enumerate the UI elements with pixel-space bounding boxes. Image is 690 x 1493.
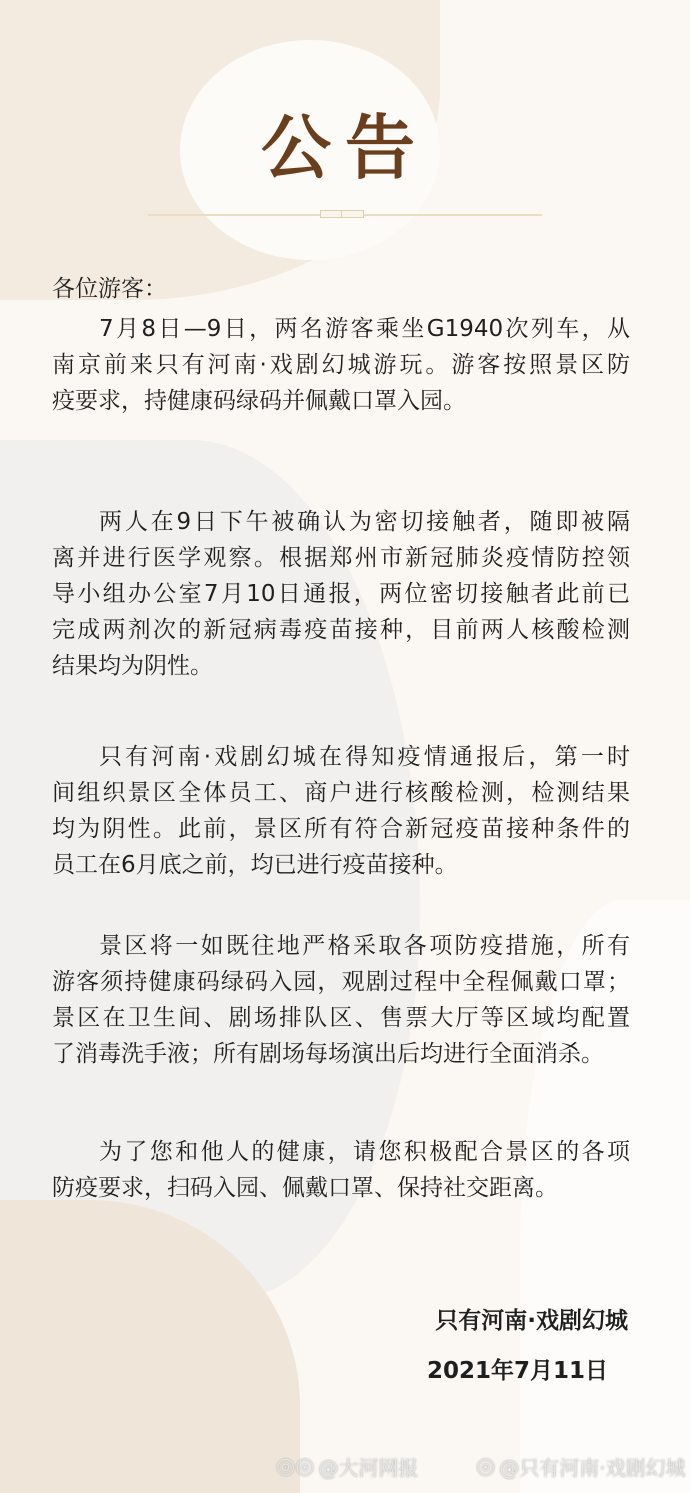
- paragraph-line: 游客须持健康码绿码入园，观剧过程中全程佩戴口罩；: [52, 969, 630, 995]
- paragraph-line: 均为阴性。此前，景区所有符合新冠疫苗接种条件的: [52, 816, 630, 842]
- paragraph-line: 结果均为阴性。: [52, 653, 213, 679]
- date: 2021年7月11日: [426, 1358, 608, 1384]
- watermark-text: @只有河南·戏剧幻城: [499, 1456, 686, 1480]
- paragraph-line: 完成两剂次的新冠病毒疫苗接种，目前两人核酸检测: [52, 617, 630, 643]
- page-title: 公告: [261, 107, 429, 189]
- paragraph-line: 南京前来只有河南·戏剧幻城游玩。游客按照景区防: [52, 352, 630, 378]
- paragraph-line: 员工在6月底之前，均已进行疫苗接种。: [52, 852, 458, 878]
- paragraph-line: 防疫要求，扫码入园、佩戴口罩、保持社交距离。: [52, 1175, 558, 1201]
- watermark-text: @大河网报: [318, 1456, 419, 1480]
- weibo-icon: ◎◎: [276, 1454, 315, 1479]
- greeting: 各位游客：: [52, 276, 167, 302]
- paragraph-line: 两人在9日下午被确认为密切接触者，随即被隔: [99, 509, 630, 535]
- paragraph-2: [52, 504, 630, 684]
- watermark-zhiyouhenan: [476, 1452, 686, 1481]
- paragraph-line: 7月8日—9日，两名游客乘坐G1940次列车，从: [99, 316, 630, 342]
- paragraph-3: [52, 739, 630, 883]
- watermark-dahe: [276, 1452, 418, 1481]
- paragraph-5: [52, 1134, 630, 1206]
- divider-ornament: [320, 210, 364, 218]
- weibo-icon: ◎: [476, 1454, 496, 1479]
- signature: 只有河南·戏剧幻城: [435, 1308, 628, 1334]
- paragraph-line: 导小组办公室7月10日通报，两位密切接触者此前已: [52, 581, 630, 607]
- paragraph-line: 疫要求，持健康码绿码并佩戴口罩入园。: [52, 388, 466, 414]
- paragraph-line: 了消毒洗手液；所有剧场每场演出后均进行全面消杀。: [52, 1041, 604, 1067]
- paragraph-line: 为了您和他人的健康，请您积极配合景区的各项: [99, 1139, 630, 1165]
- paragraph-line: 只有河南·戏剧幻城在得知疫情通报后，第一时: [99, 744, 630, 770]
- paragraph-4: [52, 928, 630, 1072]
- paragraph-line: 离并进行医学观察。根据郑州市新冠肺炎疫情防控领: [52, 545, 630, 571]
- paragraph-line: 景区在卫生间、剧场排队区、售票大厅等区域均配置: [52, 1005, 630, 1031]
- paragraph-line: 景区将一如既往地严格采取各项防疫措施，所有: [99, 933, 630, 959]
- paragraph-line: 间组织景区全体员工、商户进行核酸检测，检测结果: [52, 780, 630, 806]
- paragraph-1: [52, 311, 630, 419]
